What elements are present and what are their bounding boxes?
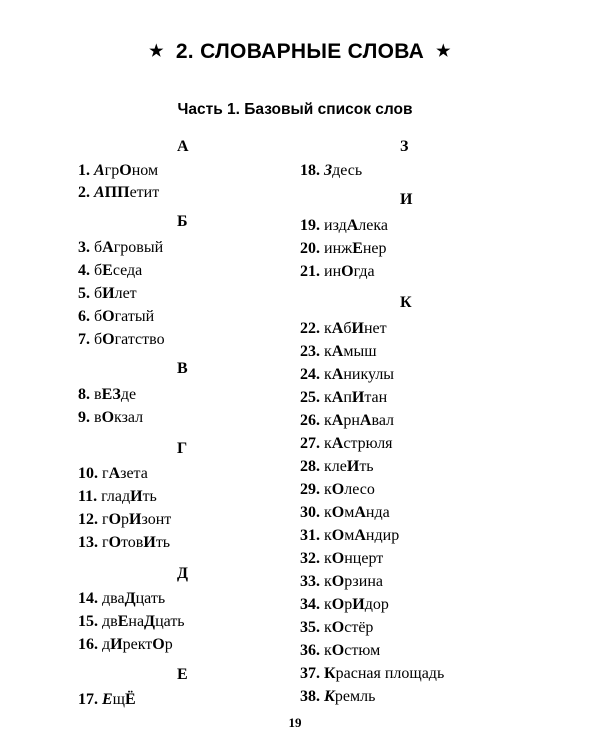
list-item: 23. кАмыш — [300, 343, 377, 360]
page-number: 19 — [288, 715, 302, 730]
list-item: 17. ЕщЁ — [78, 691, 136, 708]
subtitle: Часть 1. Базовый список слов — [177, 101, 413, 118]
section-letter-e: Е — [177, 666, 188, 683]
list-item: 31. кОмАндир — [300, 527, 400, 544]
list-item: 20. инжЕнер — [300, 240, 387, 257]
list-item: 1. АгрОном — [78, 162, 159, 179]
page-title — [0, 40, 600, 64]
star-left-icon: ★ — [149, 43, 164, 60]
list-item: 22. кАбИнет — [300, 320, 387, 337]
title-text: 2. СЛОВАРНЫЕ СЛОВА — [175, 40, 425, 63]
list-item: 8. вЕЗде — [78, 386, 137, 403]
list-item: 9. вОкзал — [78, 409, 144, 426]
section-letter-k: К — [400, 294, 412, 311]
list-item: 4. бЕседа — [78, 262, 143, 279]
list-item: 25. кАпИтан — [300, 389, 388, 406]
section-letter-i: И — [400, 191, 413, 208]
list-item: 18. Здесь — [300, 162, 363, 179]
list-item: 37. Красная площадь — [300, 665, 445, 682]
section-letter-a: А — [177, 138, 189, 155]
list-item: 16. дИректОр — [78, 636, 173, 653]
list-item: 15. двЕнаДцать — [78, 613, 185, 630]
list-item: 6. бОгатый — [78, 308, 155, 325]
list-item: 35. кОстёр — [300, 619, 374, 636]
list-item: 10. гАзета — [78, 465, 148, 482]
list-item: 24. кАникулы — [300, 366, 395, 383]
list-item: 28. клеИть — [300, 458, 374, 475]
list-item: 34. кОрИдор — [300, 596, 389, 613]
list-item: 2. АППетит — [78, 184, 160, 201]
list-item: 27. кАстрюля — [300, 435, 393, 452]
list-item: 29. кОлесо — [300, 481, 375, 498]
list-item: 21. инОгда — [300, 263, 375, 280]
section-letter-d: Д — [177, 565, 189, 582]
section-letter-v: В — [177, 360, 188, 377]
list-item: 30. кОмАнда — [300, 504, 390, 521]
list-item: 12. гОрИзонт — [78, 511, 172, 528]
star-right-icon: ★ — [436, 43, 451, 60]
list-item: 38. Кремль — [300, 688, 376, 705]
list-item: 33. кОрзина — [300, 573, 383, 590]
list-item: 36. кОстюм — [300, 642, 381, 659]
list-item: 19. издАлека — [300, 217, 389, 234]
list-item: 3. бАгровый — [78, 239, 164, 256]
list-item: 7. бОгатство — [78, 331, 165, 348]
section-letter-g: Г — [177, 440, 188, 457]
section-letter-z: З — [400, 138, 409, 155]
list-item: 13. гОтовИть — [78, 534, 171, 551]
list-item: 5. бИлет — [78, 285, 137, 302]
list-item: 11. гладИть — [78, 488, 157, 505]
list-item: 14. дваДцать — [78, 590, 166, 607]
section-letter-b: Б — [177, 213, 188, 230]
list-item: 32. кОнцерт — [300, 550, 384, 567]
list-item: 26. кАрнАвал — [300, 412, 395, 429]
